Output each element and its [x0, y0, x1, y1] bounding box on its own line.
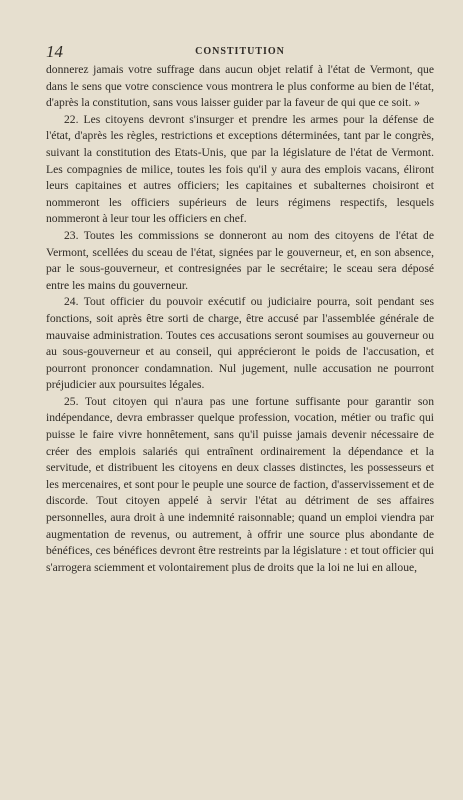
running-head: CONSTITUTION: [195, 46, 285, 57]
paragraph-article-24: 24. Tout officier du pouvoir exécutif ou judiciaire pourra, soit pendant ses fonctions, soit après être sorti de charge, être accusé par l'assemblée générale de mauvaise administration. Toutes ces accusations seront soumises au gouverneur ou au sous-gouverneur et au conseil, qui apprécieront le poids de l'accusation, et pourront prononcer condamnation. Nul jugement, nulle accusation ne pourront préjudicier aux poursuites légales.: [46, 295, 434, 392]
paragraph-article-25: 25. Tout citoyen qui n'aura pas une fortune suffisante pour garantir son indépendance, devra embrasser quelque profession, vocation, métier ou trafic qui puisse le faire vivre honnêtement, sans qu'il puisse jamais devenir nécessaire de créer des emplois salariés qui entraînent ordinairement la dépendance et la servitude, et distribuent les citoyens en deux classes distinctes, les possesseurs et les mercenaires, et sont pour le peuple une source de faction, d'asservissement et de discorde. Tout citoyen appelé à servir l'état au détriment de ses affaires personnelles, aura droit à une indemnité raisonnable; quand un emploi viendra par augmentation de revenus, ou autrement, à offrir une source plus abondante de bénéfices, ces bénéfices devront être restreints par la législature : et tout officier qui s'arrogera sciemment et volontairement plus de droits que la loi ne lui en alloue,: [46, 394, 435, 574]
page-number: 14: [46, 42, 63, 61]
paragraph-article-22: 22. Les citoyens devront s'insurger et prendre les armes pour la défense de l'état, d'après les règles, restrictions et exceptions déterminées, tant par le congrès, suivant la constitution des Etats-Unis, que par la législature de l'état de Vermont. Les compagnies de milice, toutes les fois qu'il y aura des emplois vacans, éliront leurs capitaines et autres officiers; les capitaines et subalternes choisiront et nommeront les officiers supérieurs de leurs régimens respectifs, lesquels nommeront à leur tour les officiers en chef.: [46, 112, 434, 226]
page-header: [46, 42, 434, 62]
paragraph-continuation: donnerez jamais votre suffrage dans aucun objet relatif à l'état de Vermont, que dans le sens que votre conscience vous montrera le plus conforme au bien de l'état, d'après la constitution, sans vous laisser guider par la faveur de qui que ce soit. »: [46, 63, 434, 110]
paragraph-article-23: 23. Toutes les commissions se donneront au nom des citoyens de l'état de Vermont, scellées du sceau de l'état, signées par le gouverneur, et, en son absence, par le sous-gouverneur, et contresignées par le secrétaire; le sceau sera déposé entre les mains du gouverneur.: [46, 228, 434, 292]
page-body: [46, 62, 434, 576]
